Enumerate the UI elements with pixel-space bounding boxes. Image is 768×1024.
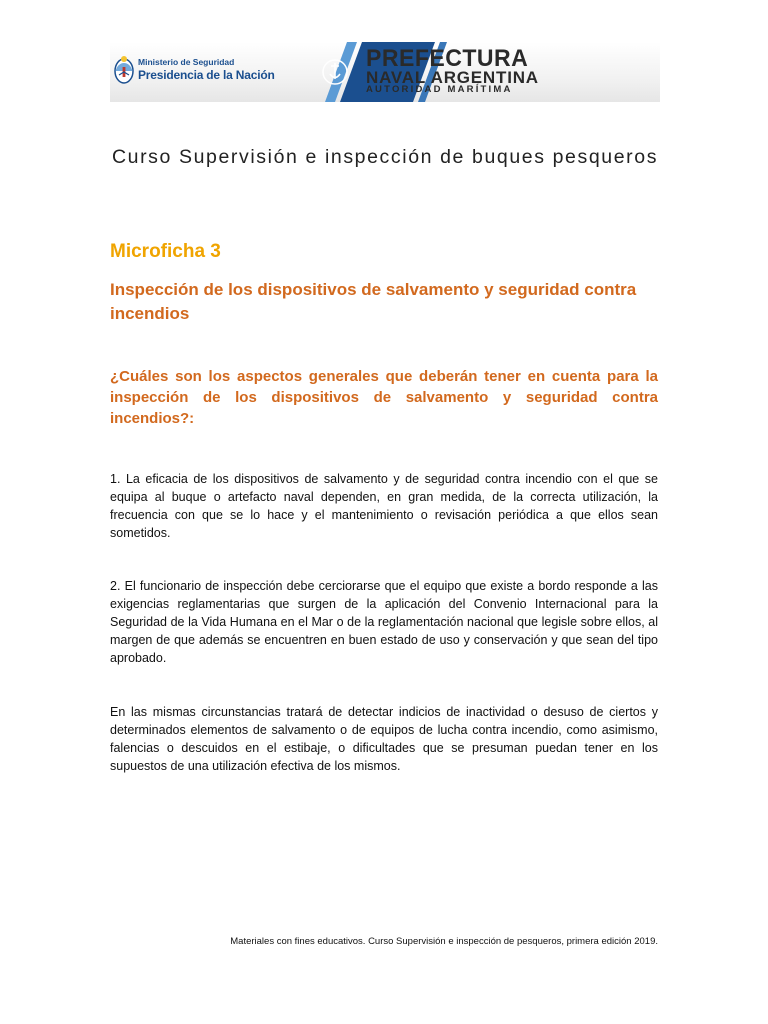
- prefectura-title: PREFECTURA: [366, 45, 529, 72]
- prefectura-emblem-icon: [320, 58, 350, 86]
- prefectura-wordmark: [366, 45, 539, 95]
- ministry-logo: [113, 55, 283, 89]
- presidency-label: Presidencia de la Nación: [138, 68, 275, 82]
- footer-note: Materiales con fines educativos. Curso Supervisión e inspección de pesqueros, primera edición 2019.: [230, 936, 658, 947]
- paragraph-2: 2. El funcionario de inspección debe cerciorarse que el equipo que existe a bordo responde a las exigencias reglamentarias que surgen de la aplicación del Convenio Internacional para la Seguridad de la Vida Humana en el Mar o de la reglamentación nacional que legisle sobre ellos, al margen de que además se encuentren en buen estado de uso y conservación y que sean del tipo aprobado.: [110, 579, 658, 665]
- prefectura-subtitle: NAVAL ARGENTINA: [366, 68, 539, 87]
- question-heading: ¿Cuáles son los aspectos generales que deberán tener en cuenta para la inspección de los dispositivos de salvamento y seguridad contra incendios?:: [110, 368, 658, 427]
- microficha-heading: Microficha 3: [110, 241, 221, 262]
- prefectura-tagline: AUTORIDAD MARÍTIMA: [366, 84, 513, 95]
- ministry-label: Ministerio de Seguridad: [138, 57, 235, 67]
- course-title: Curso Supervisión e inspección de buques pesqueros: [111, 146, 659, 168]
- header-banner: [110, 42, 660, 102]
- argentina-shield-icon: [113, 55, 135, 85]
- section-subtitle: Inspección de los dispositivos de salvamento y seguridad contra incendios: [110, 280, 637, 323]
- paragraph-3: En las mismas circunstancias tratará de detectar indicios de inactividad o desuso de ciertos y determinados elementos de salvamento o de equipos de lucha contra incendio, como asimismo, falencias o descuidos en el estibaje, o dificultades que se presuman puedan tener en los supuestos de una utilización efectiva de los mismos.: [110, 705, 658, 773]
- paragraph-1: 1. La eficacia de los dispositivos de salvamento y de seguridad contra incendio con el que se equipa al buque o artefacto naval dependen, en gran medida, de la correcta utilización, la frecuencia con que se lo hace y el mantenimiento o revisación periódica a que ellos sean sometidos.: [110, 472, 658, 540]
